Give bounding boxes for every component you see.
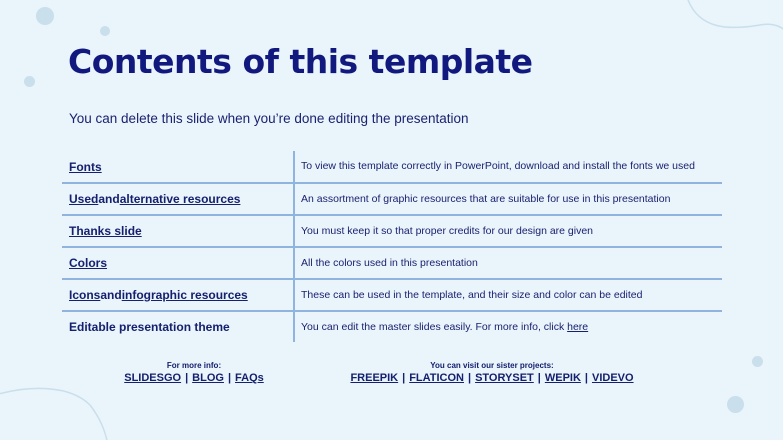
row-description xyxy=(295,184,722,214)
link[interactable]: here xyxy=(567,320,589,333)
footer-link-storyset[interactable]: STORYSET xyxy=(475,372,534,384)
link[interactable]: Thanks slide xyxy=(69,224,142,238)
row-description xyxy=(295,151,722,182)
footer-link-freepik[interactable]: FREEPIK xyxy=(350,372,399,384)
page-title: Contents of this template xyxy=(68,42,533,81)
decorative-dot xyxy=(24,76,35,87)
row-description-text xyxy=(301,289,642,302)
table-row xyxy=(62,151,722,184)
footer-caption: You can visit our sister projects: xyxy=(430,361,554,370)
row-description xyxy=(295,312,722,342)
separator: | xyxy=(584,372,588,384)
separator: | xyxy=(402,372,406,384)
contents-table xyxy=(62,151,722,342)
link[interactable]: alternative resources xyxy=(119,192,241,206)
footer-links xyxy=(342,372,642,384)
table-row xyxy=(62,280,722,312)
text: An assortment of graphic resources that are suitable for use in this presentation xyxy=(301,192,671,205)
row-description-text xyxy=(301,193,670,206)
text: All the colors used in this presentation xyxy=(301,256,478,269)
decorative-dot xyxy=(100,26,110,36)
separator: | xyxy=(185,372,189,384)
row-description xyxy=(295,248,722,278)
row-description-text xyxy=(301,257,478,270)
row-description-text xyxy=(301,321,588,334)
decorative-dot xyxy=(36,7,54,25)
row-label xyxy=(62,248,295,278)
footer-link-flaticon[interactable]: FLATICON xyxy=(409,372,464,384)
text: and xyxy=(100,288,122,302)
footer-sister-projects xyxy=(342,361,642,384)
row-label xyxy=(62,312,295,342)
row-description xyxy=(295,216,722,246)
row-label xyxy=(62,280,295,310)
text: and xyxy=(98,192,120,206)
table-row xyxy=(62,184,722,216)
row-label xyxy=(62,184,295,214)
row-label xyxy=(62,151,295,182)
text: You must keep it so that proper credits for our design are given xyxy=(301,224,594,237)
decorative-dot xyxy=(727,396,744,413)
link[interactable]: Colors xyxy=(69,256,108,270)
footer-link-wepik[interactable]: WEPIK xyxy=(544,372,581,384)
link[interactable]: Used xyxy=(69,192,99,206)
subtitle: You can delete this slide when you’re done editing the presentation xyxy=(69,111,469,126)
text: To view this template correctly in PowerPoint, download and install the fonts we used xyxy=(301,160,695,172)
footer-link-faqs[interactable]: FAQs xyxy=(235,372,264,384)
text: You can edit the master slides easily. For more info, click xyxy=(301,320,568,333)
decorative-dot xyxy=(752,356,763,367)
row-description xyxy=(295,280,722,310)
separator: | xyxy=(227,372,232,384)
link[interactable]: Icons xyxy=(69,288,101,302)
text: These can be used in the template, and their size and color can be edited xyxy=(301,288,643,301)
link[interactable]: infographic resources xyxy=(121,288,248,302)
row-description-text xyxy=(301,160,695,173)
table-row xyxy=(62,248,722,280)
footer-link-videvo[interactable]: VIDEVO xyxy=(591,372,634,384)
footer-link-blog[interactable]: BLOG xyxy=(192,372,224,384)
footer-link-slidesgo[interactable]: SLIDESGO xyxy=(124,372,182,384)
footer-more-info xyxy=(108,361,280,384)
footer-caption: For more info: xyxy=(166,361,222,370)
link[interactable]: Fonts xyxy=(69,159,102,174)
footer-links xyxy=(108,372,280,384)
separator: | xyxy=(468,372,472,384)
row-description-text xyxy=(301,225,593,238)
table-row xyxy=(62,216,722,248)
table-row xyxy=(62,312,722,342)
separator: | xyxy=(537,372,541,384)
text: Editable presentation theme xyxy=(69,320,230,334)
row-label xyxy=(62,216,295,246)
